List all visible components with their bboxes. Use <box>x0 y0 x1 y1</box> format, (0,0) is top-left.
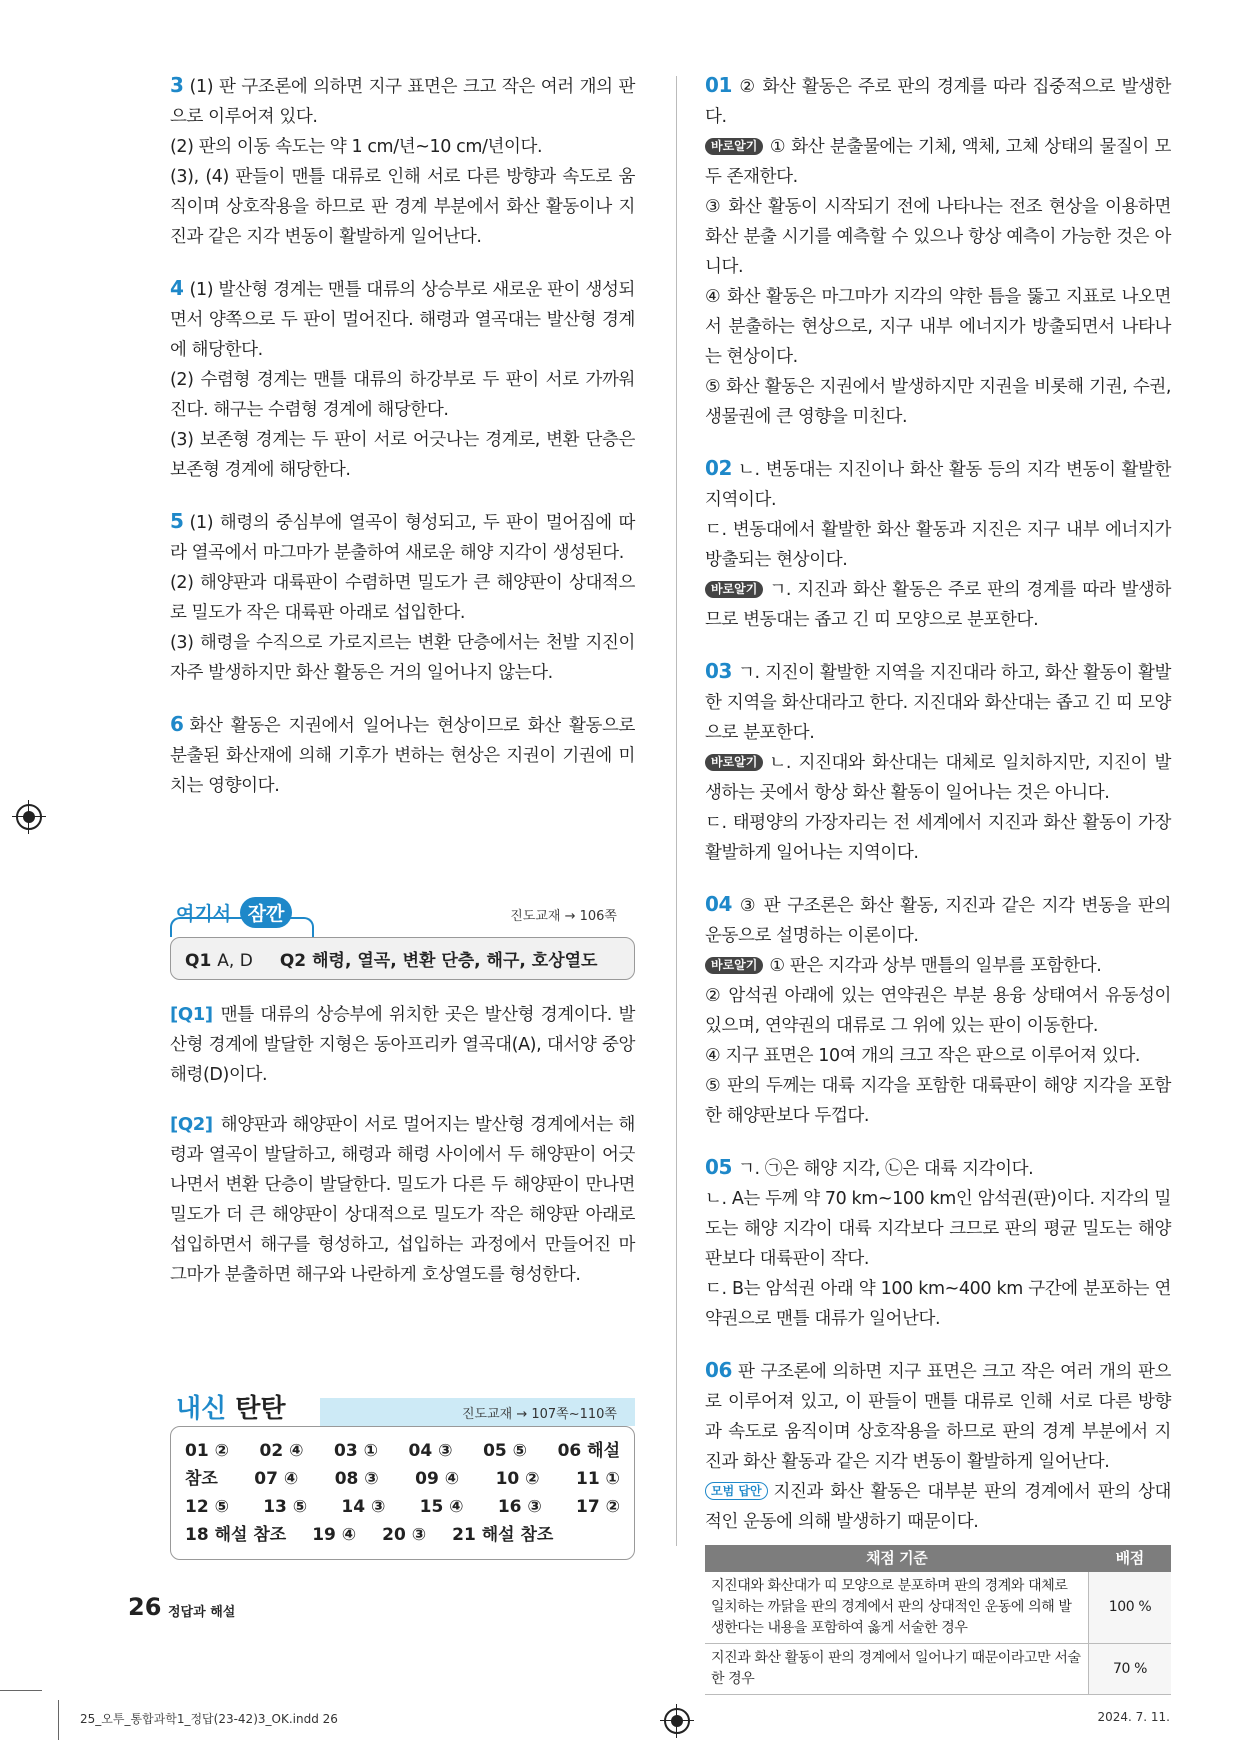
item-text: (3), (4) 판들이 맨틀 대류로 인해 서로 다른 방향과 속도로 움직이며 상호작용을 하므로 판 경계 부분에서 화산 활동이나 지진과 같은 지각 변동이 활발하게 일어난다. <box>170 167 635 247</box>
item-text: ③ 판 구조론은 화산 활동, 지진과 같은 지각 변동을 판의 운동으로 설명하는 이론이다. <box>705 896 1171 946</box>
answer-cell: 13 ⑤ <box>263 1497 308 1517</box>
correction-text: ② 암석권 아래에 있는 연약권은 부분 용융 상태여서 유동성이 있으며, 연약권의 대류로 그 위에 있는 판이 이동한다. <box>705 986 1171 1036</box>
item-number: 02 <box>705 456 733 480</box>
column-header: 채점 기준 <box>705 1545 1089 1572</box>
answer-5 <box>170 506 635 688</box>
correction-text: ㄷ. 태평양의 가장자리는 전 세계에서 지진과 화산 활동이 가장 활발하게 일어나는 지역이다. <box>705 813 1171 863</box>
item-number: 05 <box>705 1155 733 1179</box>
answer-6 <box>170 709 635 801</box>
table-header-row <box>705 1545 1171 1572</box>
answer-01 <box>705 70 1171 432</box>
answer-row <box>185 1437 620 1465</box>
item-text: ㄴ. A는 두께 약 70 km~100 km인 암석권(판)이다. 지각의 밀도는 해양 지각이 대륙 지각보다 크므로 판의 평균 밀도는 해양판보다 대륙판이 작다. <box>705 1189 1171 1269</box>
naesin-header <box>170 1390 635 1426</box>
correction-badge: 바로알기 <box>705 754 763 771</box>
crop-mark <box>58 1700 59 1740</box>
quick-check-title <box>176 897 292 928</box>
answer-cell: 06 해설 <box>557 1441 620 1461</box>
answer-row <box>185 1521 620 1549</box>
item-number: 4 <box>170 276 184 300</box>
crop-mark <box>0 1690 42 1691</box>
correction-text: ④ 화산 활동은 마그마가 지각의 약한 틈을 뚫고 지표로 나오면서 분출하는 현상으로, 지구 내부 에너지가 방출되면서 나타나는 현상이다. <box>705 287 1171 367</box>
answer-cell: 18 해설 참조 <box>185 1525 287 1545</box>
item-text: ㄱ. 지진이 활발한 지역을 지진대라 하고, 화산 활동이 활발한 지역을 화산대라고 한다. 지진대와 화산대는 좁고 긴 띠 모양으로 분포한다. <box>705 663 1171 743</box>
item-text: (1) 해령의 중심부에 열곡이 형성되고, 두 판이 멀어짐에 따라 열곡에서 마그마가 분출하여 새로운 해양 지각이 생성된다. <box>170 513 635 563</box>
answer-cell: 02 ④ <box>259 1441 304 1461</box>
answer-03 <box>705 656 1171 868</box>
page-number: 26 <box>128 1593 162 1621</box>
answer-row <box>185 1465 620 1493</box>
item-text: 화산 활동은 지권에서 일어나는 현상이므로 화산 활동으로 분출된 화산재에 의해 기후가 변하는 현상은 지권이 기권에 미치는 영향이다. <box>170 716 635 796</box>
item-number: 03 <box>705 659 733 683</box>
right-column <box>705 70 1171 1695</box>
q2-explanation: 해양판과 해양판이 서로 멀어지는 발산형 경계에서는 해령과 열곡이 발달하고, 해령과 해령 사이에서 두 해양판이 어긋나면서 변환 단층이 발달한다. 밀도가 다른 두 해양판이 만나면 밀도가 더 큰 해양판이 상대적으로 밀도가 작은 해양판 아래로 섭입하면서 해구를 형성하고, 섭입하는 과정에서 만들어진 마그마가 분출하면 해구와 나란하게 호상열도를 형성한다. <box>170 1115 635 1285</box>
answer-cell: 05 ⑤ <box>483 1441 528 1461</box>
item-number: 06 <box>705 1358 733 1382</box>
points-cell: 100 % <box>1089 1572 1172 1644</box>
title-pill: 잠깐 <box>240 897 293 928</box>
answer-06 <box>705 1355 1171 1695</box>
item-text: ㄷ. 변동대에서 활발한 화산 활동과 지진은 지구 내부 에너지가 방출되는 현상이다. <box>705 520 1171 570</box>
answer-cell: 01 ② <box>185 1441 229 1461</box>
title-part: 여기서 <box>176 903 232 925</box>
answer-key-box <box>170 1426 635 1560</box>
correction-text: ④ 지구 표면은 10여 개의 크고 작은 판으로 이루어져 있다. <box>705 1046 1140 1066</box>
column-header: 배점 <box>1089 1545 1172 1572</box>
registration-mark-icon <box>664 1708 690 1734</box>
correction-text: ⑤ 화산 활동은 지권에서 발생하지만 지권을 비롯해 기권, 수권, 생물권에 큰 영향을 미친다. <box>705 377 1171 427</box>
model-answer-text: 지진과 화산 활동은 대부분 판의 경계에서 판의 상대적인 운동에 의해 발생하기 때문이다. <box>705 1482 1171 1532</box>
criterion-cell: 지진과 화산 활동이 판의 경계에서 일어나기 때문이라고만 서술한 경우 <box>705 1644 1089 1695</box>
item-number: 5 <box>170 509 184 533</box>
item-text: ㄱ. ㉠은 해양 지각, ㉡은 대륙 지각이다. <box>738 1159 1034 1179</box>
scoring-table <box>705 1545 1171 1695</box>
correction-text: ㄴ. 지진대와 화산대는 대체로 일치하지만, 지진이 발생하는 곳에서 항상 화산 활동이 일어나는 것은 아니다. <box>705 753 1171 803</box>
correction-badge: 바로알기 <box>705 138 763 155</box>
item-text: 판 구조론에 의하면 지구 표면은 크고 작은 여러 개의 판으로 이루어져 있고, 이 판들이 맨틀 대류로 인해 서로 다른 방향과 속도로 움직이며 상호작용을 하므로 판의 경계 부분에서 지진과 화산 활동과 같은 지각 변동이 활발하게 일어난다. <box>705 1362 1171 1472</box>
item-number: 01 <box>705 73 733 97</box>
correction-badge: 바로알기 <box>705 581 763 598</box>
answer-cell: 17 ② <box>576 1497 620 1517</box>
textbook-ref: 진도교재 → 106쪽 <box>510 909 617 924</box>
item-number: 6 <box>170 712 184 736</box>
item-text: (2) 해양판과 대륙판이 수렴하면 밀도가 큰 해양판이 상대적으로 밀도가 작은 대륙판 아래로 섭입한다. <box>170 573 635 623</box>
answer-cell: 12 ⑤ <box>185 1497 229 1517</box>
answer-04 <box>705 889 1171 1131</box>
answer-cell: 20 ③ <box>382 1525 427 1545</box>
answer-cell: 11 ① <box>575 1469 620 1489</box>
correction-badge: 바로알기 <box>705 957 763 974</box>
correction-text: ① 판은 지각과 상부 맨틀의 일부를 포함한다. <box>769 956 1102 976</box>
q1-label: Q1 <box>185 951 212 971</box>
answer-cell: 08 ③ <box>334 1469 379 1489</box>
item-number: 3 <box>170 73 184 97</box>
page-label: 정답과 해설 <box>168 1605 236 1620</box>
item-text: ㄴ. 변동대는 지진이나 화산 활동 등의 지각 변동이 활발한 지역이다. <box>705 460 1171 510</box>
q1-tag: [Q1] <box>170 1004 213 1025</box>
correction-text: ① 화산 분출물에는 기체, 액체, 고체 상태의 물질이 모두 존재한다. <box>705 137 1171 187</box>
item-text: (1) 판 구조론에 의하면 지구 표면은 크고 작은 여러 개의 판으로 이루어져 있다. <box>170 77 635 127</box>
quick-check-section <box>170 895 635 1290</box>
column-divider <box>676 76 677 1546</box>
item-text: (1) 발산형 경계는 맨틀 대류의 상승부로 새로운 판이 생성되면서 양쪽으로 두 판이 멀어진다. 해령과 열곡대는 발산형 경계에 해당한다. <box>170 280 635 360</box>
correction-text: ③ 화산 활동이 시작되기 전에 나타나는 전조 현상을 이용하면 화산 분출 시기를 예측할 수 있으나 항상 예측이 가능한 것은 아니다. <box>705 197 1171 277</box>
q2-label: Q2 <box>279 951 307 971</box>
answer-05 <box>705 1152 1171 1334</box>
answer-cell: 16 ③ <box>497 1497 542 1517</box>
quick-check-header <box>170 895 635 937</box>
title-part: 탄탄 <box>235 1394 286 1424</box>
answer-cell: 04 ③ <box>408 1441 453 1461</box>
answer-cell: 09 ④ <box>415 1469 460 1489</box>
textbook-ref: 진도교재 → 107쪽~110쪽 <box>461 1407 617 1422</box>
q2-answer: 해령, 열곡, 변환 단층, 해구, 호상열도 <box>312 951 598 971</box>
answer-cell: 03 ① <box>334 1441 379 1461</box>
points-cell: 70 % <box>1089 1644 1172 1695</box>
criterion-cell: 지진대와 화산대가 띠 모양으로 분포하며 판의 경계와 대체로 일치하는 까닭을 판의 경계에서 판의 상대적인 운동에 의해 발생한다는 내용을 포함하여 옳게 서술한 경우 <box>705 1572 1089 1644</box>
answer-cell: 21 해설 참조 <box>452 1525 554 1545</box>
naesin-section <box>170 1390 635 1560</box>
answer-cell: 14 ③ <box>341 1497 386 1517</box>
item-number: 04 <box>705 892 733 916</box>
answer-02 <box>705 453 1171 635</box>
answer-cell: 10 ② <box>495 1469 540 1489</box>
table-row <box>705 1572 1171 1644</box>
answer-cell: 07 ④ <box>254 1469 299 1489</box>
q2-tag: [Q2] <box>170 1114 213 1135</box>
file-name: 25_오투_통합과학1_정답(23-42)3_OK.indd 26 <box>80 1712 338 1726</box>
item-text: (3) 해령을 수직으로 가로지르는 변환 단층에서는 천발 지진이 자주 발생하지만 화산 활동은 거의 일어나지 않는다. <box>170 633 635 683</box>
answer-3 <box>170 70 635 252</box>
left-column <box>170 70 635 822</box>
q1-answer: A, D <box>217 951 253 971</box>
item-text: ㄷ. B는 암석권 아래 약 100 km~400 km 구간에 분포하는 연약권으로 맨틀 대류가 일어난다. <box>705 1279 1171 1329</box>
quick-answer-box <box>170 937 635 980</box>
quick-explanations <box>170 1000 635 1290</box>
correction-text: ⑤ 판의 두께는 대륙 지각을 포함한 대륙판이 해양 지각을 포함한 해양판보다 두껍다. <box>705 1076 1171 1126</box>
print-date: 2024. 7. 11. <box>1097 1710 1170 1724</box>
answer-cell: 19 ④ <box>312 1525 357 1545</box>
q1-explanation: 맨틀 대류의 상승부에 위치한 곳은 발산형 경계이다. 발산형 경계에 발달한 지형은 동아프리카 열곡대(A), 대서양 중앙 해령(D)이다. <box>170 1005 635 1085</box>
model-answer-badge: 모범 답안 <box>705 1482 768 1500</box>
naesin-title <box>176 1388 286 1425</box>
answer-cell: 15 ④ <box>419 1497 464 1517</box>
item-text: (3) 보존형 경계는 두 판이 서로 어긋나는 경계로, 변환 단층은 보존형 경계에 해당한다. <box>170 430 635 480</box>
table-row <box>705 1644 1171 1695</box>
title-part: 내신 <box>176 1394 227 1424</box>
item-text: (2) 판의 이동 속도는 약 1 cm/년~10 cm/년이다. <box>170 137 543 157</box>
item-text: ② 화산 활동은 주로 판의 경계를 따라 집중적으로 발생한다. <box>705 77 1171 127</box>
registration-mark-icon <box>16 804 42 830</box>
answer-4 <box>170 273 635 485</box>
answer-row <box>185 1493 620 1521</box>
answer-cell: 참조 <box>185 1469 218 1489</box>
item-text: (2) 수렴형 경계는 맨틀 대류의 하강부로 두 판이 서로 가까워진다. 해구는 수렴형 경계에 해당한다. <box>170 370 635 420</box>
correction-text: ㄱ. 지진과 화산 활동은 주로 판의 경계를 따라 발생하므로 변동대는 좁고 긴 띠 모양으로 분포한다. <box>705 580 1171 630</box>
